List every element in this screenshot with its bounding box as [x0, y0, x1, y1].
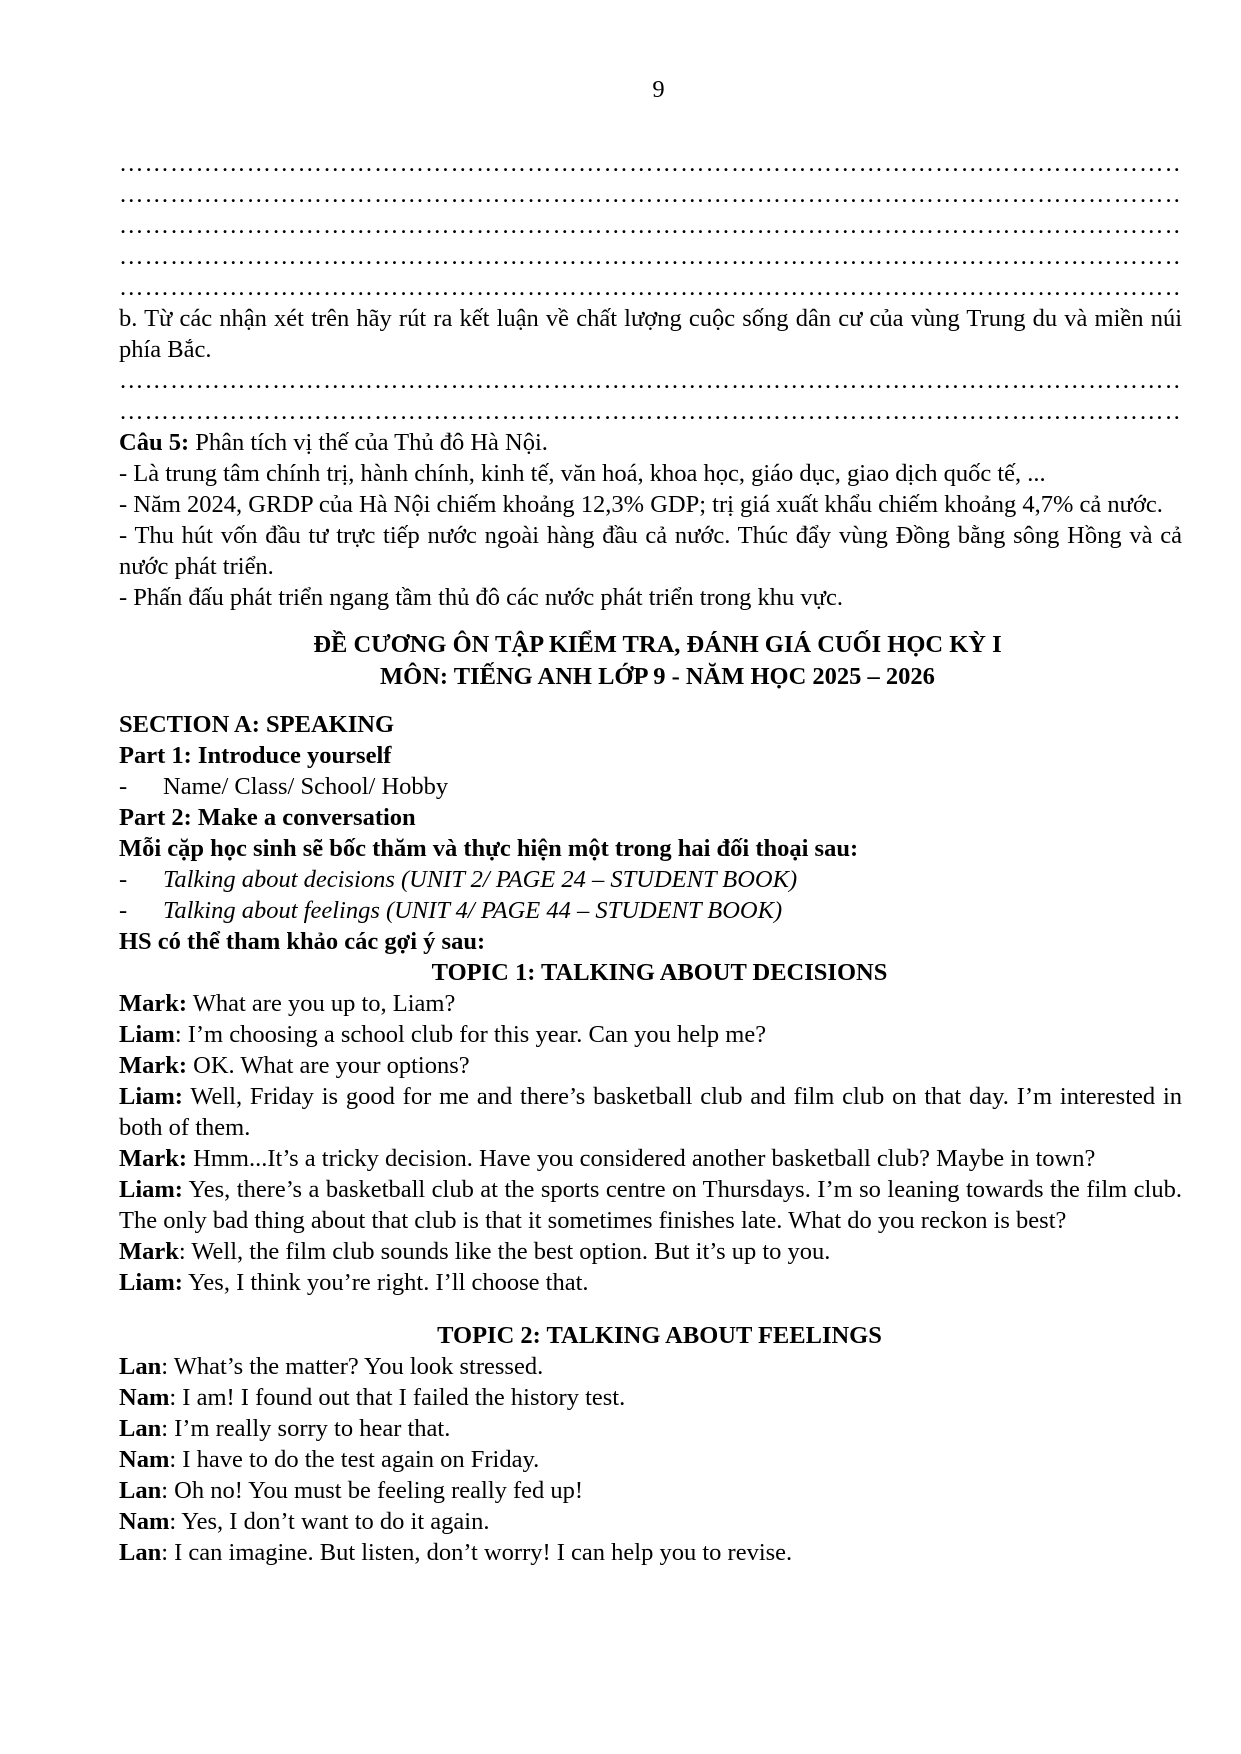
speaker-name: Lan: [119, 1353, 162, 1380]
speaker-name: Mark:: [119, 990, 188, 1017]
speech-text: : I’m choosing a school club for this year. Can you help me?: [174, 1021, 767, 1048]
cau5-label: Câu 5:: [119, 429, 190, 456]
speech-text: : I have to do the test again on Friday.: [169, 1446, 540, 1473]
spacer: [105, 693, 1182, 709]
bullet-dash: -: [119, 773, 128, 800]
dialogue-line: [105, 1351, 1182, 1382]
speech-text: Yes, there’s a basketball club at the sports centre on Thursdays. I’m so leaning towards the film club. The only bad thing about that club is that it sometimes finishes late. What do you reckon is best?: [119, 1176, 1182, 1234]
part2-title: Part 2: Make a conversation: [119, 804, 416, 831]
dialogue-line: [105, 1236, 1182, 1267]
speech-text: : Yes, I don’t want to do it again.: [169, 1508, 490, 1535]
speaker-name: Liam: [119, 1021, 175, 1048]
dialogue-line: [105, 988, 1182, 1019]
speaker-name: Nam: [119, 1508, 170, 1535]
hint: HS có thể tham khảo các gợi ý sau:: [119, 928, 486, 955]
spacer: [105, 1298, 1182, 1320]
part1-item-text: Name/ Class/ School/ Hobby: [163, 773, 449, 800]
option-item: [105, 864, 1182, 895]
page-number: 9: [652, 76, 665, 103]
speech-text: Well, Friday is good for me and there’s basketball club and film club on that day. I’m interested in both of them.: [119, 1083, 1182, 1141]
topic1-title: TOPIC 1: TALKING ABOUT DECISIONS: [431, 959, 888, 986]
dialogue-line: [105, 1506, 1182, 1537]
cau5-point: - Năm 2024, GRDP của Hà Nội chiếm khoảng 12,3% GDP; trị giá xuất khẩu chiếm khoảng 4,7% cả nước.: [119, 491, 1163, 518]
speaker-name: Nam: [119, 1446, 170, 1473]
speaker-name: Liam:: [119, 1176, 183, 1203]
cau5-point: - Phấn đấu phát triển ngang tầm thủ đô các nước phát triển trong khu vực.: [119, 584, 843, 611]
speech-text: : Oh no! You must be feeling really fed up!: [161, 1477, 584, 1504]
section-a-title: SECTION A: SPEAKING: [119, 711, 395, 738]
cau5-question: [105, 427, 1182, 458]
bullet-dash: -: [119, 897, 128, 924]
speaker-name: Mark: [119, 1238, 179, 1265]
bullet-dash: -: [119, 866, 128, 893]
topic2-dialogue: [105, 1351, 1182, 1568]
speech-text: : I’m really sorry to hear that.: [161, 1415, 451, 1442]
answer-line: [105, 148, 1182, 179]
answer-line: [105, 241, 1182, 272]
speaker-name: Lan: [119, 1539, 162, 1566]
speaker-name: Liam:: [119, 1269, 183, 1296]
dialogue-line: [105, 1413, 1182, 1444]
speech-text: : I am! I found out that I failed the history test.: [169, 1384, 626, 1411]
speaker-name: Nam: [119, 1384, 170, 1411]
cau5-point: - Thu hút vốn đầu tư trực tiếp nước ngoài hàng đầu cả nước. Thúc đẩy vùng Đồng bằng sông Hồng và cả nước phát triển.: [119, 522, 1182, 580]
dialogue-line: [105, 1019, 1182, 1050]
heading-line-2: MÔN: TIẾNG ANH LỚP 9 - NĂM HỌC 2025 – 2026: [380, 663, 935, 690]
speaker-name: Mark:: [119, 1145, 188, 1172]
answer-line: [105, 272, 1182, 303]
topic1-dialogue: [105, 988, 1182, 1298]
dialogue-line: [105, 1444, 1182, 1475]
speech-text: : What’s the matter? You look stressed.: [161, 1353, 544, 1380]
speech-text: Yes, I think you’re right. I’ll choose that.: [182, 1269, 589, 1296]
speaker-name: Lan: [119, 1477, 162, 1504]
option-text: Talking about feelings (UNIT 4/ PAGE 44 – STUDENT BOOK): [163, 897, 783, 924]
dialogue-line: [105, 1537, 1182, 1568]
heading-line-1: ĐỀ CƯƠNG ÔN TẬP KIỂM TRA, ĐÁNH GIÁ CUỐI HỌC KỲ I: [313, 631, 1002, 658]
part1-item: [105, 771, 1182, 802]
speech-text: What are you up to, Liam?: [187, 990, 456, 1017]
cau5-text: Phân tích vị thế của Thủ đô Hà Nội.: [189, 429, 548, 456]
dialogue-line: [105, 1475, 1182, 1506]
dialogue-line: [105, 1267, 1182, 1298]
spacer: [105, 613, 1182, 629]
speaker-name: Mark:: [119, 1052, 188, 1079]
speech-text: Hmm...It’s a tricky decision. Have you considered another basketball club? Maybe in town?: [187, 1145, 1096, 1172]
speaker-name: Liam:: [119, 1083, 183, 1110]
option-text: Talking about decisions (UNIT 2/ PAGE 24 – STUDENT BOOK): [163, 866, 798, 893]
dialogue-line: [105, 1382, 1182, 1413]
part-b-question: b. Từ các nhận xét trên hãy rút ra kết luận về chất lượng cuộc sống dân cư của vùng Trung du và miền núi phía Bắc.: [119, 305, 1182, 363]
topic2-title: TOPIC 2: TALKING ABOUT FEELINGS: [437, 1322, 882, 1349]
answer-line: [105, 179, 1182, 210]
option-item: [105, 895, 1182, 926]
instruction: Mỗi cặp học sinh sẽ bốc thăm và thực hiện một trong hai đối thoại sau:: [119, 835, 859, 862]
speaker-name: Lan: [119, 1415, 162, 1442]
answer-line: [105, 396, 1182, 427]
dialogue-line: [105, 1081, 1182, 1143]
answer-line: [105, 365, 1182, 396]
dialogue-line: [105, 1174, 1182, 1236]
dialogue-line: [105, 1050, 1182, 1081]
part1-title: Part 1: Introduce yourself: [119, 742, 392, 769]
cau5-point: - Là trung tâm chính trị, hành chính, kinh tế, văn hoá, khoa học, giáo dục, giao dịch quốc tế, ...: [119, 460, 1046, 487]
dialogue-line: [105, 1143, 1182, 1174]
answer-line: [105, 210, 1182, 241]
speech-text: : I can imagine. But listen, don’t worry! I can help you to revise.: [161, 1539, 793, 1566]
speech-text: OK. What are your options?: [187, 1052, 470, 1079]
speech-text: : Well, the film club sounds like the best option. But it’s up to you.: [178, 1238, 831, 1265]
